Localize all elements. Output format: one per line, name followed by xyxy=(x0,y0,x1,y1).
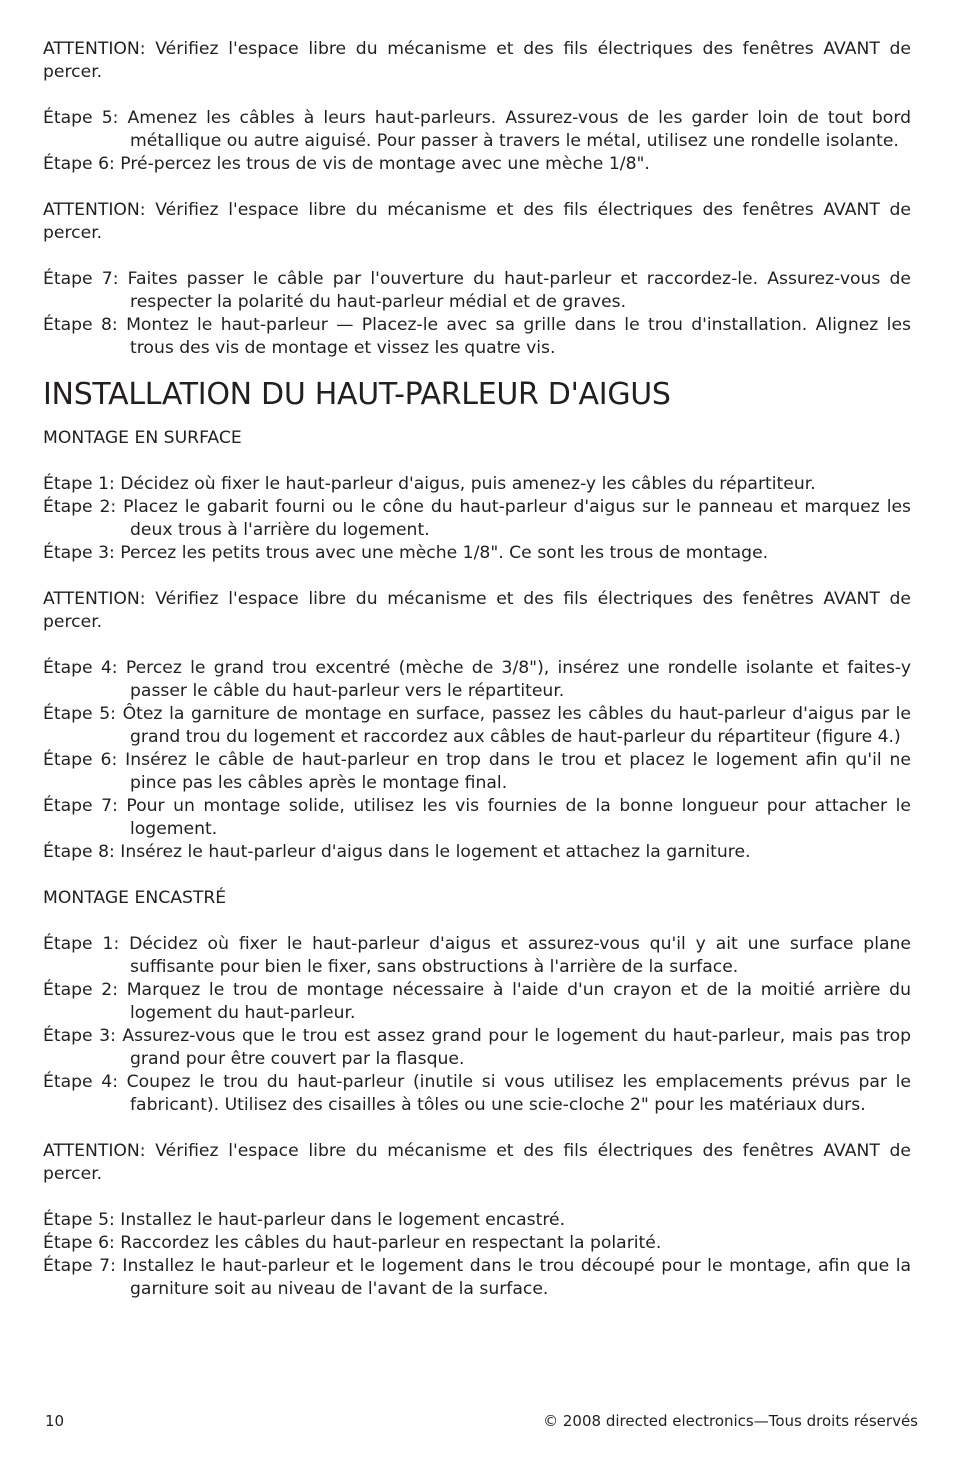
section-heading: INSTALLATION DU HAUT-PARLEUR D'AIGUS xyxy=(43,377,671,412)
surface-step-2: Étape 2: Placez le gabarit fourni ou le cône du haut-parleur d'aigus sur le panneau et marquez les deux trous à l'arrière du logement. xyxy=(43,497,911,540)
copyright-notice: © 2008 directed electronics—Tous droits réservés xyxy=(543,1412,918,1430)
flush-mount-title: MONTAGE ENCASTRÉ xyxy=(43,888,227,908)
surface-step-8: Étape 8: Insérez le haut-parleur d'aigus dans le logement et attachez la garniture. xyxy=(43,842,751,862)
attention-note: ATTENTION: Vérifiez l'espace libre du mécanisme et des fils électriques des fenêtres AVANT de percer. xyxy=(43,1141,911,1184)
attention-note: ATTENTION: Vérifiez l'espace libre du mécanisme et des fils électriques des fenêtres AVANT de percer. xyxy=(43,39,911,82)
flush-step-2: Étape 2: Marquez le trou de montage nécessaire à l'aide d'un crayon et de la moitié arrière du logement du haut-parleur. xyxy=(43,980,911,1023)
surface-step-3: Étape 3: Percez les petits trous avec une mèche 1/8". Ce sont les trous de montage. xyxy=(43,543,769,563)
surface-step-5: Étape 5: Ôtez la garniture de montage en surface, passez les câbles du haut-parleur d'aigus par le grand trou du logement et raccordez aux câbles de haut-parleur du répartiteur (figure 4.) xyxy=(43,704,911,747)
flush-step-4: Étape 4: Coupez le trou du haut-parleur (inutile si vous utilisez les emplacements prévus par le fabricant). Utilisez des cisailles à tôles ou une scie-cloche 2" pour les matériaux durs. xyxy=(43,1072,911,1115)
flush-step-1: Étape 1: Décidez où fixer le haut-parleur d'aigus et assurez-vous qu'il y ait une surface plane suffisante pour bien le fixer, sans obstructions à l'arrière de la surface. xyxy=(43,934,911,977)
step-7: Étape 7: Faites passer le câble par l'ouverture du haut-parleur et raccordez-le. Assurez-vous de respecter la polarité du haut-parleur médial et de graves. xyxy=(43,269,911,312)
surface-step-6: Étape 6: Insérez le câble de haut-parleur en trop dans le trou et placez le logement afin qu'il ne pince pas les câbles après le montage final. xyxy=(43,750,911,793)
page-number: 10 xyxy=(45,1412,65,1430)
step-6: Étape 6: Pré-percez les trous de vis de montage avec une mèche 1/8". xyxy=(43,154,650,174)
step-5: Étape 5: Amenez les câbles à leurs haut-parleurs. Assurez-vous de les garder loin de tout bord métallique ou autre aiguisé. Pour passer à travers le métal, utilisez une rondelle isolante. xyxy=(43,108,911,151)
surface-mount-title: MONTAGE EN SURFACE xyxy=(43,428,242,448)
attention-note: ATTENTION: Vérifiez l'espace libre du mécanisme et des fils électriques des fenêtres AVANT de percer. xyxy=(43,200,911,243)
surface-step-1: Étape 1: Décidez où fixer le haut-parleur d'aigus, puis amenez-y les câbles du répartiteur. xyxy=(43,474,816,494)
surface-step-4: Étape 4: Percez le grand trou excentré (mèche de 3/8"), insérez une rondelle isolante et faites-y passer le câble du haut-parleur vers le répartiteur. xyxy=(43,658,911,701)
surface-step-7: Étape 7: Pour un montage solide, utilisez les vis fournies de la bonne longueur pour attacher le logement. xyxy=(43,796,911,839)
flush-step-5: Étape 5: Installez le haut-parleur dans le logement encastré. xyxy=(43,1210,566,1230)
step-8: Étape 8: Montez le haut-parleur — Placez-le avec sa grille dans le trou d'installation. Alignez les trous des vis de montage et vissez les quatre vis. xyxy=(43,315,911,358)
flush-step-7: Étape 7: Installez le haut-parleur et le logement dans le trou découpé pour le montage, afin que la garniture soit au niveau de l'avant de la surface. xyxy=(43,1256,911,1299)
flush-step-6: Étape 6: Raccordez les câbles du haut-parleur en respectant la polarité. xyxy=(43,1233,662,1253)
flush-step-3: Étape 3: Assurez-vous que le trou est assez grand pour le logement du haut-parleur, mais pas trop grand pour être couvert par la flasque. xyxy=(43,1026,911,1069)
document-body xyxy=(43,38,911,1301)
attention-note: ATTENTION: Vérifiez l'espace libre du mécanisme et des fils électriques des fenêtres AVANT de percer. xyxy=(43,589,911,632)
